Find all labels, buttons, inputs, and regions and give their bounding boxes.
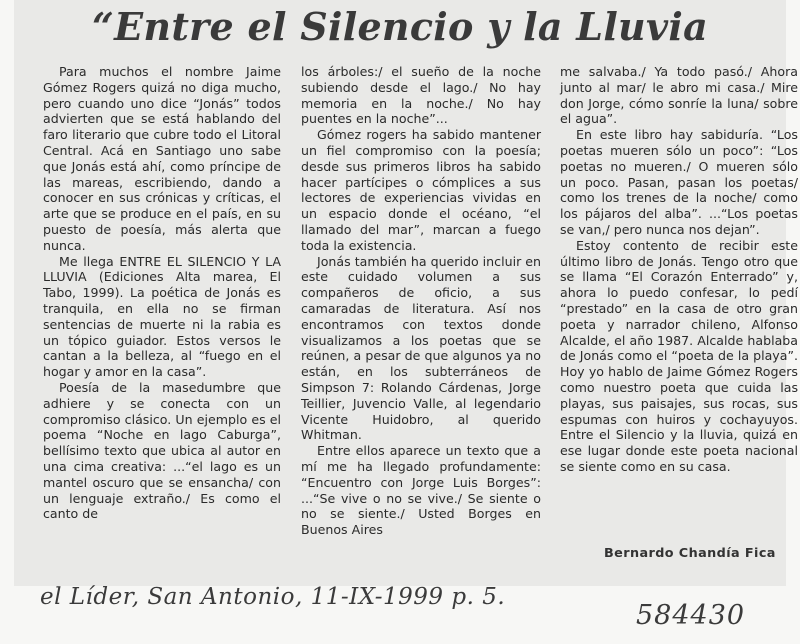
handwritten-source-note: el Líder, San Antonio, 11-IX-1999 p. 5. bbox=[40, 584, 506, 610]
column-3 bbox=[560, 64, 798, 475]
paragraph: Gómez rogers ha sabido mantener un fiel compromiso con la poesía; desde sus primeros libros ha sabido hacer partícipes o cómplices a sus lectores de experiencias vividas en un espacio donde el océano, “el llamado del mar”, marcan a fuego toda la existencia. bbox=[301, 127, 541, 253]
paragraph: Jonás también ha querido incluir en este cuidado volumen a sus compañeros de oficio, a sus camaradas de literatura. Así nos encontramos con textos donde visualizamos a los poetas que se reúnen, a pesar de que algunos ya no están, en los subterráneos de Simpson 7: Rolando Cárdenas, Jorge Teillier, Juvencio Valle, al legendario Vicente Huidobro, al querido Whitman. bbox=[301, 253, 541, 443]
paragraph: Poesía de la masedumbre que adhiere y se conecta con un compromiso clásico. Un ejemplo es el poema “Noche en lago Caburga”, bellísimo texto que ubica al autor en una cima creativa: ...“el lago es un mantel oscuro que se ensancha/ con un lenguaje extraño./ Es como el canto de bbox=[43, 379, 281, 522]
paragraph: Estoy contento de recibir este último libro de Jonás. Tengo otro que se llama “El Corazón Enterrado” y, ahora lo puedo confesar, lo pedí “prestado” en la casa de otro gran poeta y narrador chileno, Alfonso Alcalde, el año 1987. Alcalde hablaba de Jonás como el “poeta de la playa”. Hoy yo hablo de Jaime Gómez Rogers como nuestro poeta que cuida las playas, sus paisajes, sus rocas, sus espumas con huiros y cochayuyos. Entre el Silencio y la lluvia, quizá en ese lugar donde este poeta nacional se siente como en su casa. bbox=[560, 237, 798, 474]
paragraph: Me llega ENTRE EL SILENCIO Y LA LLUVIA (Ediciones Alta marea, El Tabo, 1999). La poética de Jonás es tranquila, en ella no se firman sentencias de muerte ni la rabia es un tópico guiador. Estos versos le cantan a la belleza, al “fuego en el hogar y amor en la casa”. bbox=[43, 253, 281, 380]
column-1 bbox=[43, 64, 281, 522]
article-title: “Entre el Silencio y la Lluvia bbox=[91, 4, 709, 49]
author-byline: Bernardo Chandía Fica bbox=[604, 546, 776, 561]
paragraph: Entre ellos aparece un texto que a mí me ha llegado profundamente: “Encuentro con Jorge Luis Borges”: ...“Se vive o no se vive./ Se siente o no se siente./ Usted Borges en Buenos Aires bbox=[301, 443, 541, 538]
paragraph: Para muchos el nombre Jaime Gómez Rogers quizá no diga mucho, pero cuando uno dice “Jonás” todos advierten que se está hablando del faro literario que cubre todo el Litoral Central. Acá en Santiago uno sabe que Jonás está ahí, como príncipe de las mareas, escribiendo, dando a conocer en sus crónicas y críticas, el arte que se produce en el país, en su puesto de poesía, más alerta que nunca. bbox=[43, 64, 281, 253]
column-2 bbox=[301, 64, 541, 538]
paragraph: los árboles:/ el sueño de la noche subiendo desde el lago./ No hay memoria en la noche./ No hay puentes en la noche”... bbox=[301, 64, 541, 127]
paragraph: En este libro hay sabiduría. “Los poetas mueren sólo un poco”: “Los poetas no mueren./ O mueren sólo un poco. Pasan, pasan los poetas/ como los trenes de la noche/ como los pájaros del alba”. ...“Los poetas se van,/ pero nunca nos dejan”. bbox=[560, 127, 798, 237]
handwritten-catalog-number: 584430 bbox=[636, 600, 746, 631]
paragraph: me salvaba./ Ya todo pasó./ Ahora junto al mar/ le abro mi casa./ Mire don Jorge, cómo sonríe la luna/ sobre el agua”. bbox=[560, 64, 798, 127]
newspaper-clipping bbox=[14, 0, 798, 586]
